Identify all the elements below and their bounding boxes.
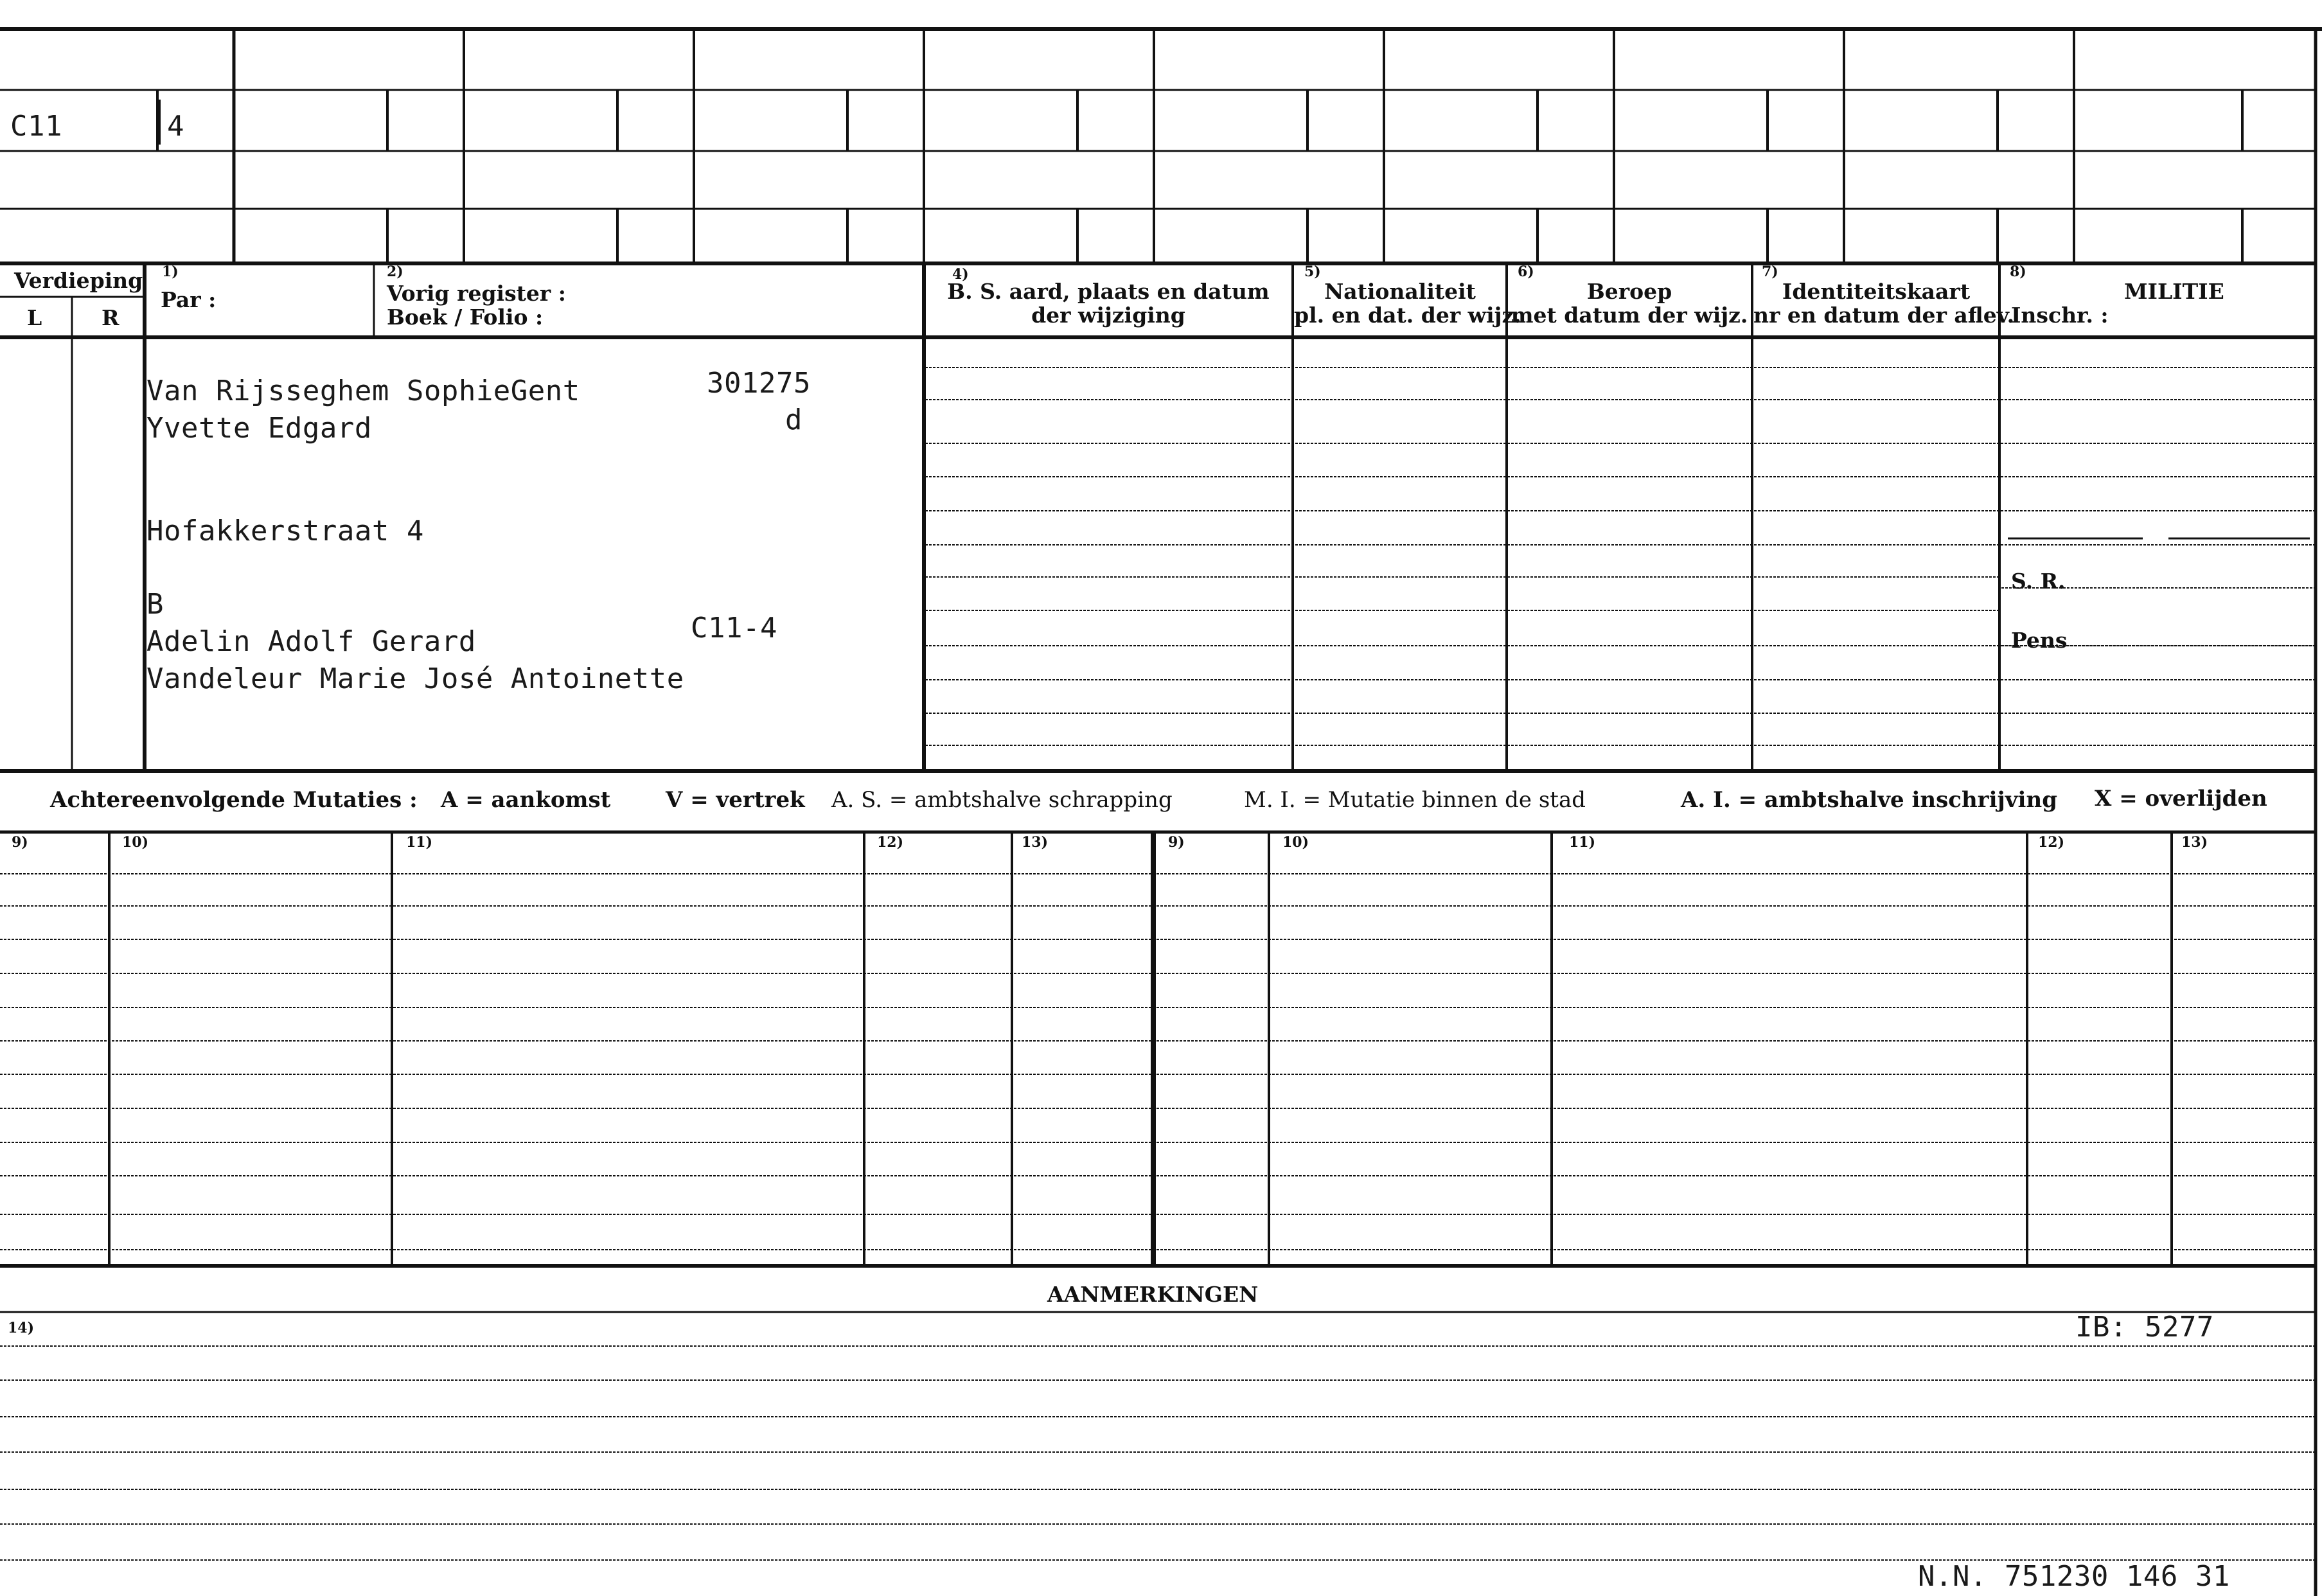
col-8-number: 8)	[2010, 263, 2026, 280]
col-5-label: Nationaliteit pl. en dat. der wijz.	[1294, 279, 1521, 328]
col-6-number: 6)	[1518, 263, 1534, 280]
col-2-label-2: Boek / Folio :	[387, 305, 544, 330]
col-4-number: 4)	[952, 266, 969, 283]
entry-date: 301275	[707, 367, 811, 400]
col-2-number: 2)	[387, 263, 403, 280]
header-verdieping: Verdieping	[14, 268, 143, 293]
entry-reference: C11-4	[691, 612, 777, 644]
col-7-label: Identiteitskaart nr en datum der aflev.	[1753, 279, 2015, 328]
legend-as: A. S. = ambtshalve schrapping	[831, 787, 1173, 813]
col-6-label: Beroep met datum der wijz.	[1511, 279, 1748, 328]
legend-v: V = vertrek	[666, 787, 805, 813]
remarks-ib-number: IB: 5277	[2075, 1311, 2214, 1343]
mut-col-11-left: 11)	[406, 834, 433, 851]
col-4-label: B. S. aard, plaats en datum der wijziging	[947, 279, 1270, 328]
col-1-label: Par :	[161, 287, 217, 312]
mut-col-10-right: 10)	[1282, 834, 1309, 851]
col-8-inschr: Inschr. :	[2011, 303, 2109, 328]
legend-ai: A. I. = ambtshalve inschrijving	[1681, 787, 2057, 813]
entry-date-suffix: d	[785, 403, 802, 436]
legend-x: X = overlijden	[2095, 786, 2267, 811]
col-7-number: 7)	[1762, 263, 1778, 280]
remarks-title: AANMERKINGEN	[1047, 1282, 1259, 1307]
militie-sr-label: S. R.	[2011, 569, 2066, 594]
top-box-section-code: C11	[10, 110, 62, 143]
mut-col-11-right: 11)	[1569, 834, 1596, 851]
header-floor-left: L	[27, 305, 42, 330]
resident-entries-2	[146, 586, 684, 698]
col-5-number: 5)	[1304, 263, 1321, 280]
header-floor-right: R	[102, 305, 120, 330]
top-box-number: 4	[167, 110, 184, 143]
mut-col-13-left: 13)	[1022, 834, 1049, 851]
entry-line-7: Adelin Adolf Gerard	[146, 625, 476, 658]
mut-col-9-right: 9)	[1168, 834, 1185, 851]
legend-title: Achtereenvolgende Mutaties :	[50, 787, 418, 813]
mut-col-13-right: 13)	[2181, 834, 2208, 851]
col-8-militie: MILITIE	[2124, 279, 2224, 304]
legend-a: A = aankomst	[441, 787, 611, 813]
entry-line-6: B	[146, 588, 164, 621]
mut-col-12-left: 12)	[877, 834, 904, 851]
col-2-label-1: Vorig register :	[387, 281, 566, 306]
remarks-col-number: 14)	[8, 1320, 35, 1336]
entry-line-8: Vandeleur Marie José Antoinette	[146, 662, 684, 695]
entry-line-1: Van Rijsseghem SophieGent	[146, 375, 580, 407]
national-number: N.N. 751230 146 31	[1918, 1560, 2230, 1593]
mut-col-12-right: 12)	[2038, 834, 2065, 851]
col-1-number: 1)	[162, 263, 179, 280]
legend-mi: M. I. = Mutatie binnen de stad	[1244, 787, 1586, 813]
entry-line-2: Yvette Edgard	[146, 412, 372, 445]
entry-address: Hofakkerstraat 4	[146, 515, 424, 547]
mut-col-10-left: 10)	[122, 834, 149, 851]
resident-entries	[146, 373, 580, 447]
militie-pens-label: Pens	[2011, 628, 2068, 653]
mut-col-9-left: 9)	[12, 834, 28, 851]
